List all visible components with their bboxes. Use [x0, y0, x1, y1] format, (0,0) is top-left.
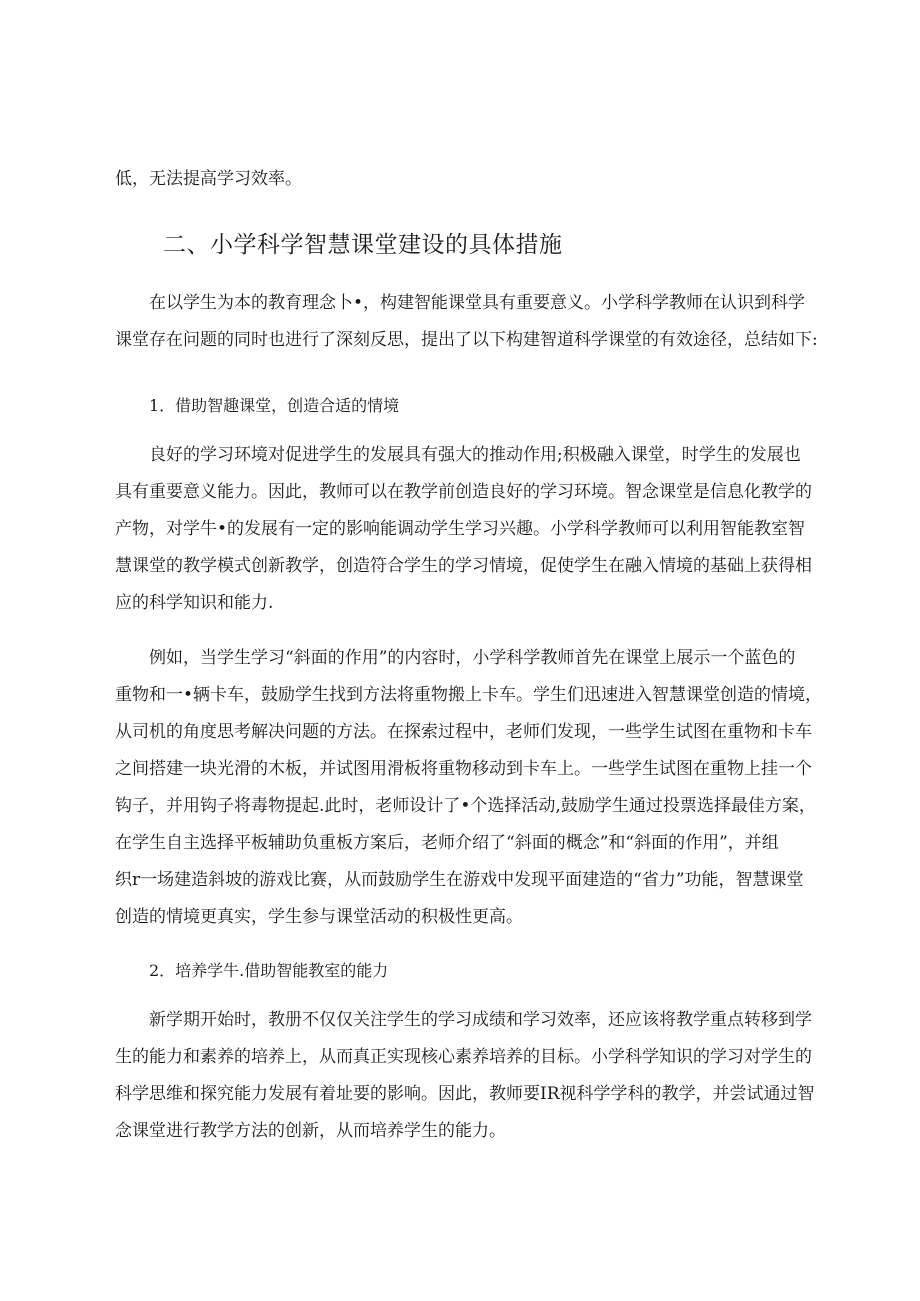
paragraph-line: 重物和一•辆卡车，鼓励学生找到方法将重物搬上卡车。学生们迅速进入智慧课堂创造的情境， [115, 685, 823, 705]
intro-line: 课堂存在问题的同时也进行了深刻反思，提出了以下构建智道科学课堂的有效途径，总结如下: [115, 330, 818, 350]
subheading-1: 1．借助智趣课堂，创造合适的情境 [149, 396, 400, 415]
paragraph-line: 之间搭建一块光滑的木板，并试图用滑板将重物移动到卡车上。一些学生试图在重物上挂一个 [115, 759, 812, 779]
paragraph-line: 良好的学习环境对促进学生的发展具有强大的推动作用;积极融入课堂，时学生的发展也 [149, 445, 801, 465]
paragraph-line: 新学期开始时，教册不仅仅关注学生的学习成绩和学习效率，还应该将教学重点转移到学 [149, 1010, 812, 1030]
intro-line: 在以学生为本的教育理念卜•，构建智能课堂具有重要意义。小学科学教师在认识到科学 [149, 293, 806, 313]
paragraph-line: 念课堂进行教学方法的创新，从而培养学生的能力。 [115, 1121, 506, 1141]
paragraph-line: 钩子，并用钩子将毒物提起.此时，老师设计了•个选择活动,鼓励学生通过投票选择最佳方案， [115, 796, 816, 816]
paragraph-line: 在学生自主选择平板辅助负重板方案后，老师介绍了“斜面的概念”和“斜面的作用”，并组 [115, 833, 779, 853]
continuation-line: 低，无法提高学习效率。 [115, 169, 302, 189]
paragraph-line: 慧课堂的教学模式创新教学，创造符合学生的学习情境，促使学生在融入情境的基础上获得相 [115, 556, 812, 576]
paragraph-line: 具有重要意义能力。因此，教师可以在教学前创造良好的学习环境。智念课堂是信息化教学的 [115, 482, 812, 502]
paragraph-line: 生的能力和素养的培养上，从而真正实现核心素养培养的目标。小学科学知识的学习对学生的 [115, 1047, 812, 1067]
paragraph-line: 应的科学知识和能力. [115, 593, 274, 613]
paragraph-line: 从司机的角度思考解决问题的方法。在探索过程中，老师们发现，一些学生试图在重物和卡车 [115, 722, 812, 742]
paragraph-line: 创造的情境更真实，学生参与课堂活动的积极性更高。 [115, 907, 523, 927]
section-heading: 二、小学科学智慧课堂建设的具体措施 [163, 232, 563, 258]
paragraph-line: 织r一场建造斜坡的游戏比赛，从而鼓励学生在游戏中发现平面建造的“省力”功能，智慧课堂 [115, 870, 804, 890]
paragraph-line: 例如，当学生学习“斜面的作用”的内容时，小学科学教师首先在课堂上展示一个蓝色的 [149, 648, 796, 668]
paragraph-line: 科学思维和探究能力发展有着址要的影响。因此，教师要IR视科学学科的教学，并尝试通过智 [115, 1084, 815, 1104]
subheading-2: 2．培养学牛.借助智能教室的能力 [149, 961, 389, 980]
paragraph-line: 产物，对学牛•的发展有一定的影响能调动学生学习兴趣。小学科学教师可以利用智能教室智 [115, 519, 806, 539]
